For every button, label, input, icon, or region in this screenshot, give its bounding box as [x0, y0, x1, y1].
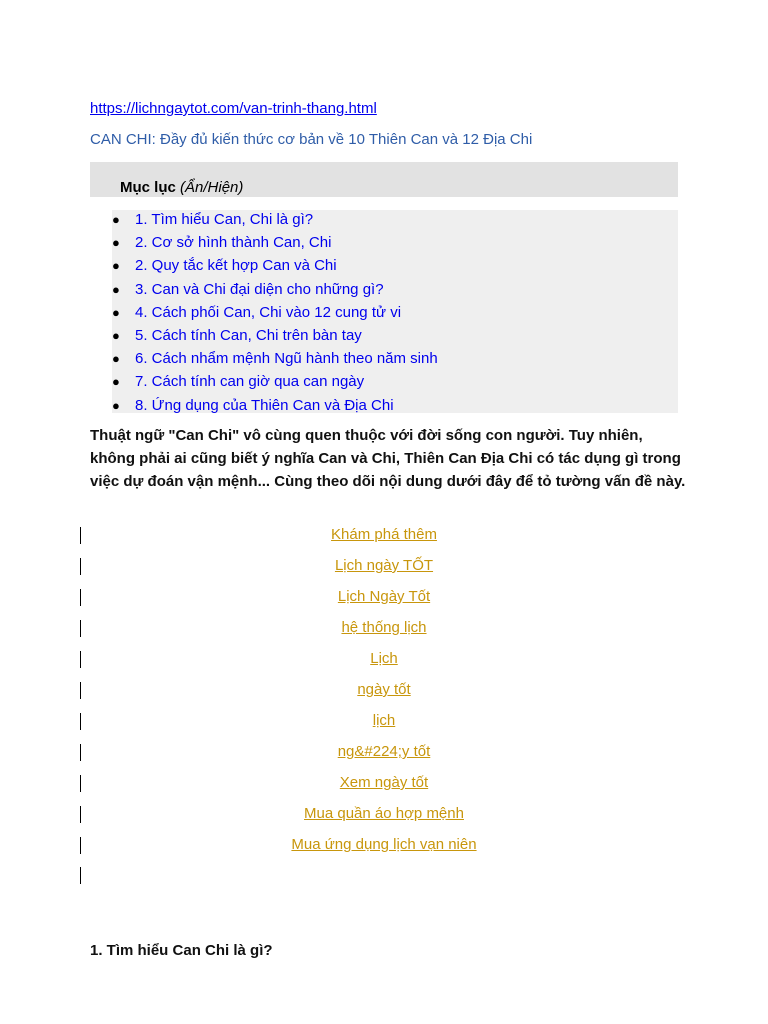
- toc-item[interactable]: [110, 208, 438, 231]
- quote-bar: [80, 589, 81, 606]
- toc-item[interactable]: [110, 301, 438, 324]
- explore-link[interactable]: lịch: [372, 712, 396, 729]
- toc-item-label[interactable]: 3. Can và Chi đại diện cho những gì?: [135, 280, 384, 298]
- toc-item[interactable]: [110, 324, 438, 347]
- toc-item[interactable]: [110, 347, 438, 370]
- explore-item: [80, 772, 688, 803]
- explore-item: [80, 617, 688, 648]
- explore-link[interactable]: Lịch ngày TỐT: [334, 557, 434, 574]
- intro-paragraph: Thuật ngữ "Can Chi" vô cùng quen thuộc với đời sống con người. Tuy nhiên, không phải ai cũng biết ý nghĩa Can và Chi, Thiên Can Địa Chi có tác dụng gì trong việc dự đoán vận mệnh... Cùng theo dõi nội dung dưới đây để tỏ tường vấn đề này.: [90, 427, 686, 490]
- toc-item-label[interactable]: 7. Cách tính can giờ qua can ngày: [135, 373, 365, 391]
- bullet-icon: ●: [112, 397, 120, 413]
- toc-header: [90, 162, 678, 197]
- bullet-icon: ●: [112, 327, 120, 343]
- explore-item: [80, 741, 688, 772]
- toc-item-label[interactable]: 4. Cách phối Can, Chi vào 12 cung tử vi: [135, 303, 402, 321]
- explore-item: [80, 679, 688, 710]
- bullet-icon: ●: [112, 304, 120, 320]
- quote-bar: [80, 620, 81, 637]
- explore-link[interactable]: Xem ngày tốt: [339, 774, 429, 791]
- bullet-icon: ●: [112, 258, 120, 274]
- explore-item: [80, 803, 688, 834]
- quote-bar: [80, 527, 81, 544]
- article-title-link[interactable]: CAN CHI: Đầy đủ kiến thức cơ bản về 10 Thiên Can và 12 Địa Chi: [90, 131, 533, 148]
- toc-item[interactable]: [110, 394, 438, 417]
- quote-bar: [80, 713, 81, 730]
- explore-link[interactable]: Mua ứng dụng lịch vạn niên: [291, 836, 477, 853]
- explore-item: [80, 586, 688, 617]
- toc-list: [110, 208, 438, 417]
- quote-bar: [80, 651, 81, 668]
- toc-item-label[interactable]: 1. Tìm hiểu Can, Chi là gì?: [135, 211, 314, 228]
- quote-bar: [80, 744, 81, 761]
- toc-item-label[interactable]: 5. Cách tính Can, Chi trên bàn tay: [135, 326, 362, 344]
- explore-link[interactable]: ng&#224;y tốt: [337, 743, 431, 760]
- bullet-icon: ●: [112, 212, 120, 227]
- explore-links-list: [80, 524, 688, 865]
- explore-link[interactable]: Lịch: [370, 650, 398, 667]
- toc-item[interactable]: [110, 254, 438, 277]
- toc-item-label[interactable]: 6. Cách nhẩm mệnh Ngũ hành theo năm sinh: [135, 350, 438, 368]
- quote-bar: [80, 775, 81, 792]
- toc-item[interactable]: [110, 370, 438, 393]
- bullet-icon: ●: [112, 374, 120, 390]
- explore-item: [80, 834, 688, 865]
- explore-item: [80, 524, 688, 555]
- quote-bar: [80, 806, 81, 823]
- toc-item[interactable]: [110, 231, 438, 254]
- toc-toggle-link[interactable]: (Ẩn/Hiện): [180, 179, 244, 196]
- bullet-icon: ●: [112, 281, 120, 297]
- toc-item-label[interactable]: 2. Cơ sở hình thành Can, Chi: [135, 234, 332, 252]
- toc-item-label[interactable]: 8. Ứng dụng của Thiên Can và Địa Chi: [135, 396, 394, 414]
- explore-link[interactable]: ngày tốt: [357, 681, 411, 698]
- bullet-icon: ●: [112, 235, 120, 251]
- explore-link[interactable]: Mua quần áo hợp mệnh: [304, 805, 464, 822]
- quote-bar: [80, 837, 81, 854]
- explore-item: [80, 555, 688, 586]
- explore-item: [80, 710, 688, 741]
- explore-item: [80, 648, 688, 679]
- source-url-link[interactable]: https://lichngaytot.com/van-trinh-thang.html: [90, 100, 377, 117]
- explore-link[interactable]: Khám phá thêm: [331, 526, 437, 543]
- toc-item[interactable]: [110, 278, 438, 301]
- toc-item-label[interactable]: 2. Quy tắc kết hợp Can và Chi: [135, 257, 337, 275]
- quote-bar: [80, 867, 81, 884]
- section-heading: 1. Tìm hiểu Can Chi là gì?: [90, 942, 273, 959]
- bullet-icon: ●: [112, 351, 120, 367]
- toc-label: Mục lục: [120, 179, 176, 196]
- quote-bar: [80, 682, 81, 699]
- quote-bar: [80, 558, 81, 575]
- explore-link[interactable]: hệ thống lịch: [341, 619, 427, 636]
- explore-link[interactable]: Lịch Ngày Tốt: [337, 588, 431, 605]
